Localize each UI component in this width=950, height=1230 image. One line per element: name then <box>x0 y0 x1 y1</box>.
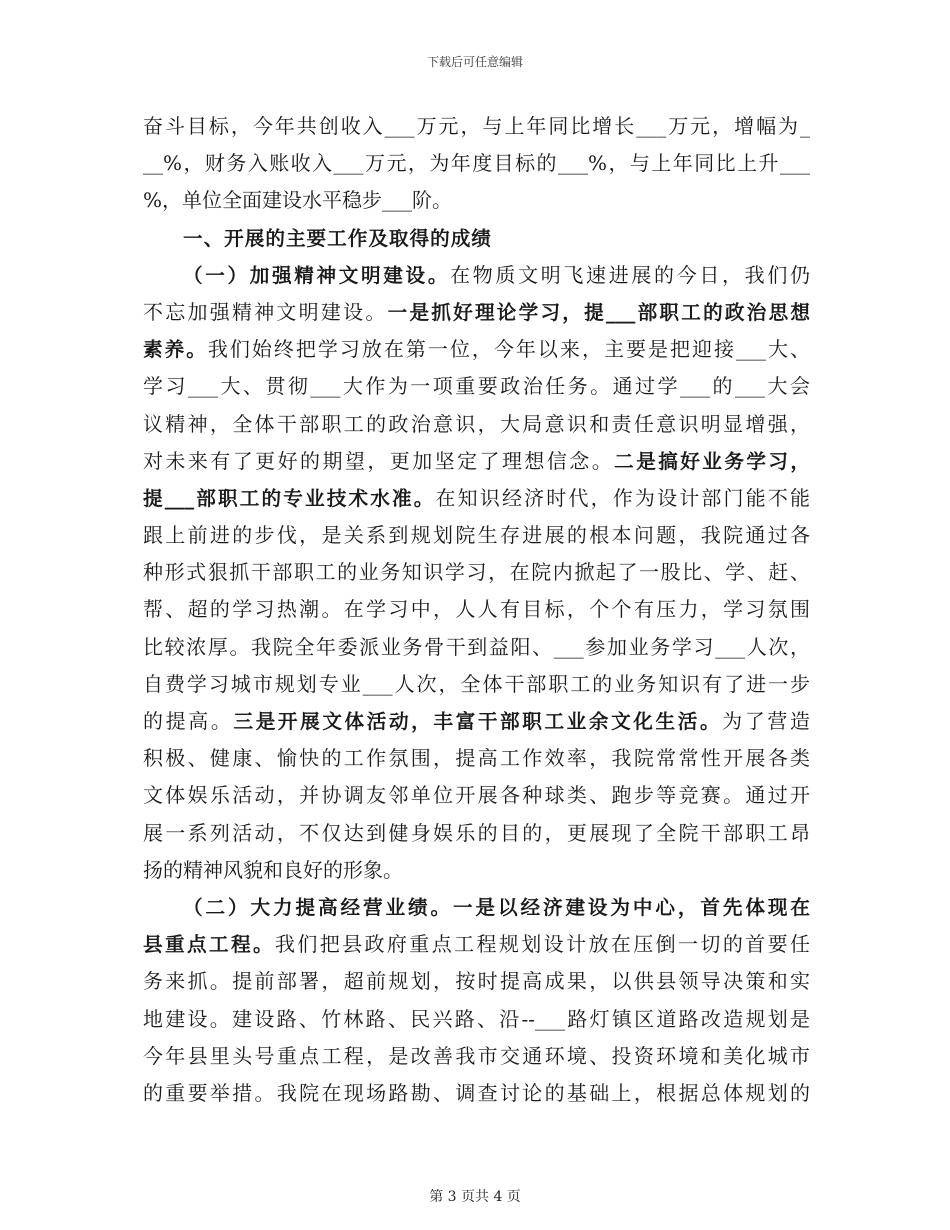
text-line: __%，财务入账收入___万元，为年度目标的___%，与上年同比上升___ <box>143 151 810 176</box>
text-line: 今年县里头号重点工程，是改善我市交通环境、投资环境和美化城市 <box>143 1043 810 1068</box>
text-line: 不忘加强精神文明建设。一是抓好理论学习，提___部职工的政治思想 <box>143 299 811 324</box>
text-line: 素养。我们始终把学习放在第一位，今年以来，主要是把迎接___大、 <box>143 337 811 362</box>
document-body <box>143 108 810 1112</box>
text-line: 扬的精神风貌和良好的形象。 <box>143 857 403 882</box>
subsection-heading-line: （二）大力提高经营业绩。一是以经济建设为中心，首先体现在 <box>183 895 810 919</box>
text-line: 文体娱乐活动，并协调友邻单位开展各种球类、跑步等竞赛。通过开 <box>143 783 810 808</box>
text-line: 跟上前进的步伐，是关系到规划院生存进展的根本问题，我院通过各 <box>143 523 810 548</box>
text-line: 自费学习城市规划专业___人次，全体干部职工的业务知识有了进一步 <box>143 671 810 696</box>
section-heading: 一、开展的主要工作及取得的成绩 <box>183 226 492 250</box>
text-line: 的提高。三是开展文体活动，丰富干部职工业余文化生活。为了营造 <box>143 709 811 733</box>
text-line: 地建设。建设路、竹林路、民兴路、沿--___路灯镇区道路改造规划是 <box>143 1006 810 1031</box>
text-line: 比较浓厚。我院全年委派业务骨干到益阳、___参加业务学习___人次， <box>143 634 810 659</box>
text-line: %，单位全面建设水平稳步___阶。 <box>143 188 453 213</box>
text-line: 的重要举措。我院在现场路勘、调查讨论的基础上，根据总体规划的 <box>143 1080 810 1105</box>
text-line: 对未来有了更好的期望，更加坚定了理想信念。二是搞好业务学习， <box>143 448 811 473</box>
text-line: 积极、健康、愉快的工作氛围，提高工作效率，我院常常性开展各类 <box>143 746 810 771</box>
text-line: 县重点工程。我们把县政府重点工程规划设计放在压倒一切的首要任 <box>143 932 811 957</box>
text-line: 种形式狠抓干部职工的业务知识学习，在院内掀起了一股比、学、赶、 <box>143 560 810 585</box>
page-footer: 第 3 页共 4 页 <box>429 1189 521 1205</box>
text-line: 帮、超的学习热潮。在学习中，人人有目标，个个有压力，学习氛围 <box>143 597 810 622</box>
text-line: 展一系列活动，不仅达到健身娱乐的目的，更展现了全院干部职工昂 <box>143 820 810 845</box>
text-line: 提___部职工的专业技术水准。在知识经济时代，作为设计部门能不能 <box>143 485 811 510</box>
text-line: 学习___大、贯彻___大作为一项重要政治任务。通过学___的___大会 <box>143 374 810 399</box>
page-header: 下载后可任意编辑 <box>426 55 523 69</box>
subsection-heading-line: （一）加强精神文明建设。在物质文明飞速进展的今日，我们仍 <box>183 262 811 287</box>
text-line: 奋斗目标，今年共创收入___万元，与上年同比增长___万元，增幅为_ <box>143 114 810 138</box>
text-line: 务来抓。提前部署，超前规划，按时提高成果，以供县领导决策和实 <box>143 969 810 994</box>
text-line: 议精神，全体干部职工的政治意识，大局意识和责任意识明显增强， <box>143 411 810 436</box>
